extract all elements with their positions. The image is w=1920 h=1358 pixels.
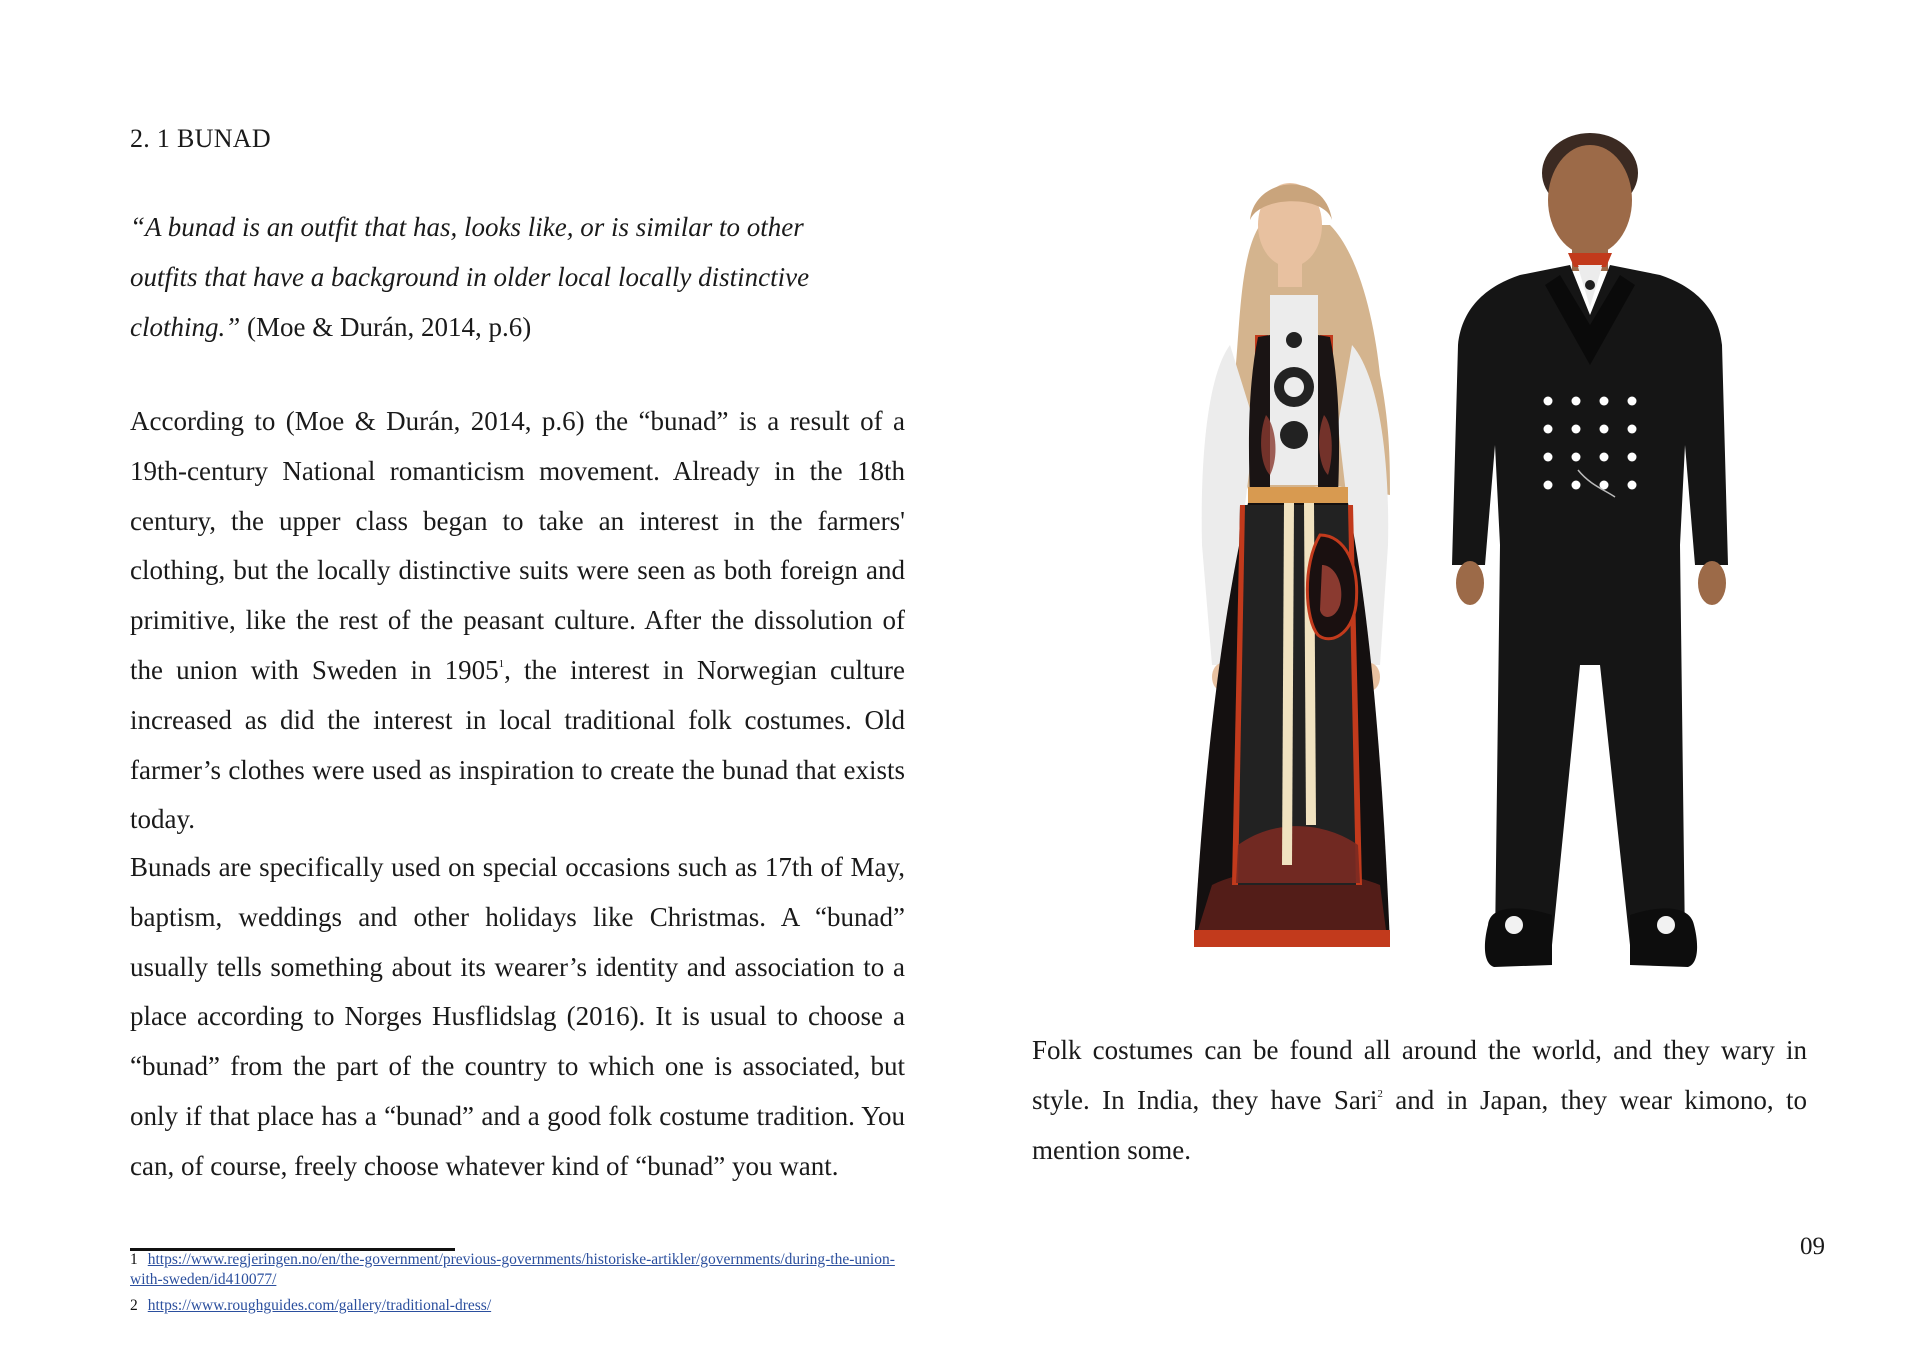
footnotes	[130, 1250, 920, 1322]
caption-text: Folk costumes can be found all around the world, and they wary in style. In India, they have Sari	[1032, 1035, 1807, 1115]
folk-costumes-caption	[1032, 1025, 1807, 1175]
footnote-ref-1: 1	[498, 657, 505, 670]
caption-text-cont: and in Japan, they wear kimono, to mention some.	[1032, 1085, 1807, 1165]
bunad-definition-quote	[130, 202, 850, 352]
quote-text: “A bunad is an outfit that has, looks like, or is similar to other outfits that have a background in older local locally distinctive clothing.”	[130, 212, 810, 342]
footnote-1	[130, 1250, 920, 1290]
paragraph-history-text-cont: , the interest in Norwegian culture increased as did the interest in local traditional folk costumes. Old farmer’s clothes were used as inspiration to create the bunad that exists today.	[130, 654, 905, 835]
paragraph-history	[130, 397, 905, 845]
quote-citation: (Moe & Durán, 2014, p.6)	[240, 312, 532, 342]
paragraph-usage: Bunads are specifically used on special occasions such as 17th of May, baptism, weddings and other holidays like Christmas. A “bunad” usually tells something about its wearer’s identity and association to a place according to Norges Husflidslag (2016). It is usual to choose a “bunad” from the part of the country to which one is associated, but only if that place has a “bunad” and a good folk costume tradition. You can, of course, freely choose whatever kind of “bunad” you want.	[130, 852, 905, 1181]
footnote-link-2[interactable]: https://www.roughguides.com/gallery/traditional-dress/	[147, 1297, 492, 1314]
footnote-number: 1	[130, 1251, 138, 1268]
paragraph-history-text: According to (Moe & Durán, 2014, p.6) the “bunad” is a result of a 19th-century National romanticism movement. Already in the 18th century, the upper class began to take an interest in the farmers' clothing, but the locally distinctive suits were seen as both foreign and primitive, like the rest of the peasant culture. After the dissolution of the union with Sweden in 1905	[130, 406, 905, 685]
footnote-ref-2: 2	[1377, 1088, 1383, 1100]
page-number: 09	[1800, 1233, 1825, 1260]
footnote-2	[130, 1296, 920, 1316]
section-heading: 2. 1 BUNAD	[130, 124, 271, 153]
bunad-illustration	[1090, 125, 1740, 985]
footnote-link-1[interactable]: https://www.regjeringen.no/en/the-government/previous-governments/historiske-artikler/governments/during-the-union-with-sweden/id410077/	[130, 1251, 895, 1288]
footnote-number: 2	[130, 1297, 138, 1314]
man-in-bunad-figure	[1452, 133, 1728, 967]
woman-in-bunad-figure	[1194, 183, 1390, 947]
